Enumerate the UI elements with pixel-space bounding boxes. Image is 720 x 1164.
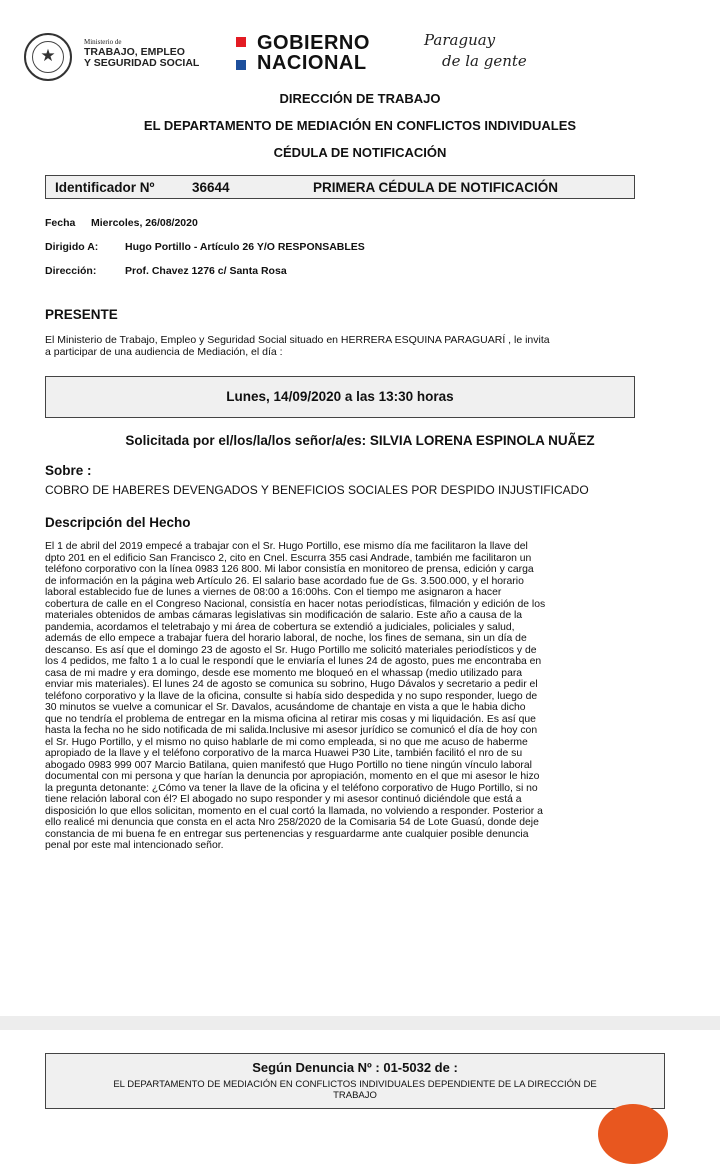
- slogan-line: de la gente: [442, 52, 527, 70]
- ministry-small-label: Ministerio de: [84, 38, 122, 46]
- flag-blue-square: [236, 60, 246, 70]
- fecha-label: Fecha: [45, 217, 76, 229]
- presente-line: a participar de una audiencia de Mediación, el día :: [45, 346, 283, 358]
- descripcion-line: teléfono corporativo y la llave de la oficina, consulte si había sido despedida y no supo responder, luego de: [45, 690, 538, 702]
- descripcion-line: constancia de mi buena fe en entregar sus pertenencias y resguardarme ante cualquier posible denuncia: [45, 828, 529, 840]
- sobre-text: COBRO DE HABERES DEVENGADOS Y BENEFICIOS SOCIALES POR DESPIDO INJUSTIFICADO: [45, 483, 589, 497]
- descripcion-line: penal por este mal intencionado señor.: [45, 840, 224, 851]
- presente-heading: PRESENTE: [45, 307, 118, 322]
- descripcion-line: El 1 de abril del 2019 empecé a trabajar con el Sr. Hugo Portillo, ese mismo día me facilitaron la llave del: [45, 541, 528, 552]
- seal-star-icon: ★: [40, 46, 56, 65]
- descripcion-line: tiene relación laboral con él? El abogado no supo responder y mi asesor continuó diciéndole que está a: [45, 794, 522, 805]
- identifier-number: 36644: [192, 180, 230, 195]
- descripcion-line: dpto 201 en el edificio San Francisco 2, cito en Cnel. Escurra 355 casi Andrade, también me facilitaron un: [45, 552, 532, 564]
- descripcion-line: la pregunta detonante: ¿Cómo va tener la llave de la oficina y el teléfono corporativo de Hugo Portillo, si no: [45, 782, 538, 794]
- fecha-value: Miercoles, 26/08/2020: [91, 217, 198, 229]
- descripcion-line: disposición lo que ellos solicitan, momento en el cual cortó la llamada, no volviendo a responder. Posterior a: [45, 805, 543, 817]
- identifier-label: Identificador Nº: [55, 180, 155, 195]
- descripcion-line: casa de mi madre y era domingo, desde ese momento me bloqueó en el whassap (medio utilizado para: [45, 667, 523, 679]
- identifier-box: [45, 175, 635, 199]
- ministry-name-line: TRABAJO, EMPLEO: [84, 46, 185, 58]
- title-departamento: EL DEPARTAMENTO DE MEDIACIÓN EN CONFLICTOS INDIVIDUALES: [143, 118, 577, 133]
- gobierno-nacional-logo: [257, 33, 370, 73]
- presente-line: El Ministerio de Trabajo, Empleo y Seguridad Social situado en HERRERA ESQUINA PARAGUARÍ , le invita: [45, 334, 550, 346]
- descripcion-line: de información en la página web Artículo 26. El salario base acordado fue de Gs. 3.500.000, y el horario: [45, 575, 524, 587]
- direccion-label: Dirección:: [45, 265, 97, 277]
- slogan-line: Paraguay: [424, 31, 496, 49]
- descripcion-line: además de ello empece a trabajar fuera del horario laboral, de noche, los fines de semana, sin un día de: [45, 633, 527, 644]
- descripcion-line: el Sr. Hugo Portillo, y el mismo no quiso hablarle de mi como empleada, si no que me acuso de haberme: [45, 736, 528, 748]
- descripcion-line: enviar mis materiales). El lunes 24 de agosto se comunica su sobrino, Hugo Dávalos y secretario a pedir el: [45, 679, 538, 690]
- descripcion-line: que no tendría el problema de entregar en la misma oficina al retirar mis cosas y mi liquidación. Es así que: [45, 713, 536, 725]
- dirigido-value: Hugo Portillo - Artículo 26 Y/O RESPONSABLES: [125, 241, 365, 253]
- denuncia-title: Según Denuncia Nº : 01-5032 de :: [252, 1060, 458, 1075]
- title-direccion: DIRECCIÓN DE TRABAJO: [279, 91, 441, 106]
- ministry-name-line: Y SEGURIDAD SOCIAL: [84, 57, 200, 69]
- descripcion-line: materiales obtenidos de ambas cámaras legislativas sin modificación de salario. Este año a causa de la: [45, 610, 523, 621]
- descripcion-line: descanso. Es así que el domingo 23 de agosto el Sr. Hugo Portillo me solicitó materiales periodísticos y de: [45, 644, 537, 656]
- descripcion-line: teléfono corporativo con la línea 0983 126 800. Mi labor consistía en monitoreo de prensa, edición y carga: [45, 564, 534, 575]
- title-cedula: CÉDULA DE NOTIFICACIÓN: [273, 145, 447, 160]
- descripcion-line: hasta la fecha no he sido notificada de mi salida.Inclusive mi asesor jurídico se comunicó el día de hoy con: [45, 725, 538, 736]
- presente-paragraph: [45, 334, 550, 358]
- audiencia-date-box: Lunes, 14/09/2020 a las 13:30 horas: [45, 376, 635, 418]
- descripcion-body: [45, 541, 660, 852]
- paraguay-slogan-logo: [424, 30, 527, 72]
- flag-red-square: [236, 37, 246, 47]
- descripcion-line: laboral establecido fue de lunes a viernes de 08:00 a 16:00hs. Con el tiempo me asignaron a hacer: [45, 587, 502, 598]
- solicitada-por: Solicitada por el/los/la/los señor/a/es: SILVIA LORENA ESPINOLA NUÃEZ: [125, 433, 595, 448]
- descripcion-line: documental con mi persona y que harían la denuncia por apropiación, momento en el que mi asesor le hizo: [45, 771, 540, 782]
- descripcion-line: abogado 0983 999 007 Marcio Batilana, quien manifestó que Hugo Portillo no tiene ningún vínculo laboral: [45, 759, 532, 771]
- nacional-line: NACIONAL: [257, 52, 367, 74]
- descripcion-line: 30 minutos se vuelve a comunicar el Sr. Davalos, acusándome de chantaje en vista a que le habia dicho: [45, 702, 526, 713]
- sobre-heading: Sobre :: [45, 463, 92, 478]
- descripcion-line: los 4 pedidos, me falto 1 a lo cual le respondí que le enviaría el lunes 24 de agosto, pues me encontraba en: [45, 656, 542, 667]
- descripcion-line: pandemia, acordamos el teletrabajo y mi área de cobertura se extendió a judiciales, policiales y salud,: [45, 621, 515, 633]
- descripcion-heading: Descripción del Hecho: [45, 515, 191, 530]
- gobierno-line: GOBIERNO: [257, 32, 370, 54]
- descripcion-line: apropiado de la llave y el teléfono corporativo de la marca Huawei P30 Lite, también facilitó el nro de su: [45, 748, 523, 759]
- ministry-name: [84, 47, 199, 69]
- direccion-value: Prof. Chavez 1276 c/ Santa Rosa: [125, 265, 287, 277]
- denuncia-subtitle: EL DEPARTAMENTO DE MEDIACIÓN EN CONFLICTOS INDIVIDUALES DEPENDIENTE DE LA DIRECCIÓN DE TRABAJO: [113, 1079, 597, 1101]
- notification-type: PRIMERA CÉDULA DE NOTIFICACIÓN: [313, 180, 558, 195]
- dirigido-label: Dirigido A:: [45, 241, 99, 253]
- denuncia-box: [45, 1053, 665, 1109]
- descripcion-line: ello realicé mi denuncia que consta en el acta Nro 258/2020 de la Comisaria 54 de Lote Guasú, donde deje: [45, 817, 539, 828]
- descripcion-line: cobertura de calle en el Congreso Nacional, consistía en hacer notas periodísticas, filmación y edición de los: [45, 598, 546, 610]
- floating-action-button[interactable]: [598, 1104, 668, 1164]
- page-separator: [0, 1016, 720, 1030]
